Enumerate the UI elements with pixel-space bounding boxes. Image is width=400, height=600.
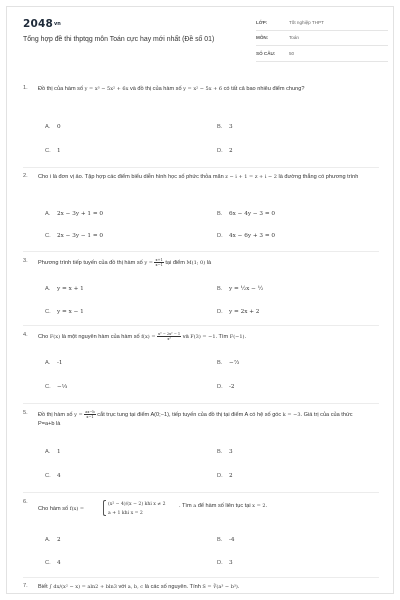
option-c[interactable]	[45, 384, 67, 390]
meta-key: SỐ CÂU:	[256, 51, 276, 56]
option-letter: D.	[217, 148, 223, 154]
question-number: 4.	[23, 332, 28, 338]
option-value: 3	[229, 124, 233, 130]
math-expression: y = x³ − 5x² + 6x	[84, 86, 129, 92]
question-text-part: và đồ thị của hàm số	[128, 86, 184, 92]
math-expression: z − i + 1 = z + i − 2	[225, 174, 277, 180]
math-expression: M(1; 0)	[186, 259, 206, 266]
question-number: 7.	[23, 583, 28, 589]
option-letter: C.	[45, 233, 51, 239]
option-d[interactable]	[217, 560, 233, 566]
question-text-part: và	[181, 333, 191, 340]
option-d[interactable]	[217, 473, 233, 479]
option-letter: D.	[217, 233, 223, 239]
math-expression: F(x)	[49, 333, 61, 340]
option-value: y = ½x − ½	[229, 286, 264, 292]
math-expression: x = 2	[252, 503, 266, 509]
option-letter: A.	[45, 537, 51, 543]
option-c[interactable]	[45, 309, 84, 315]
divider	[23, 167, 379, 168]
math-expression: f(x) =	[69, 506, 85, 512]
math-expression: a, b, c	[127, 584, 144, 590]
divider	[23, 403, 379, 404]
option-c[interactable]	[45, 560, 61, 566]
question-number: 2.	[23, 173, 28, 179]
option-value: 4	[57, 560, 61, 566]
divider	[23, 251, 379, 252]
meta-value: Toán	[289, 35, 299, 40]
option-b[interactable]	[217, 211, 275, 217]
math-expression: F(3) = −1	[190, 333, 216, 340]
option-c[interactable]	[45, 473, 61, 479]
question-text-part: để hàm số liên tục tại	[196, 503, 253, 509]
option-value: 1	[57, 148, 61, 154]
option-value: 2	[57, 537, 61, 543]
option-letter: A.	[45, 449, 51, 455]
option-letter: B.	[217, 211, 223, 217]
option-value: 4x − 6y + 3 = 0	[229, 233, 276, 239]
question-text-part: Phương trình tiếp tuyến của đồ thị hàm số	[38, 259, 145, 266]
question-text-part: tại điểm	[163, 259, 187, 266]
question-text-part: .	[244, 333, 247, 340]
option-d[interactable]	[217, 148, 233, 154]
option-letter: B.	[217, 449, 223, 455]
option-letter: C.	[45, 560, 51, 566]
option-value: y = x − 1	[57, 309, 84, 315]
question-text-part: với	[116, 584, 128, 590]
option-letter: B.	[217, 360, 223, 366]
option-value: 2x − 3y + 1 = 0	[57, 211, 104, 217]
question-text	[38, 332, 366, 342]
question-number: 3.	[23, 258, 28, 264]
fraction-numerator: x³ − 2x² − 1	[158, 332, 181, 336]
question-text	[38, 583, 366, 593]
option-value: 3	[229, 449, 233, 455]
question-text-part: . Tìm	[179, 503, 194, 509]
piecewise-function	[108, 500, 166, 518]
divider	[23, 492, 379, 493]
math-expression: y = x² − 5x + 6	[183, 86, 223, 92]
divider	[23, 577, 379, 578]
option-value: 0	[57, 124, 61, 130]
question-text-continued	[179, 503, 267, 509]
option-letter: D.	[217, 560, 223, 566]
meta-value: 50	[289, 51, 295, 56]
math-expression: F(−1)	[229, 333, 245, 340]
option-letter: D.	[217, 309, 223, 315]
option-value: 4	[57, 473, 61, 479]
fraction-denominator: x²	[167, 337, 171, 341]
option-value: −⁷⁄₃	[229, 360, 240, 366]
exam-title: Tổng hợp đề thi thptqg môn Toán cực hay mới nhất (Đề số 01)	[23, 36, 215, 43]
option-letter: B.	[217, 537, 223, 543]
option-c[interactable]	[45, 233, 103, 239]
option-a[interactable]	[45, 360, 63, 366]
option-value: y = 2x + 2	[229, 309, 260, 315]
meta-class-row	[256, 17, 388, 31]
meta-subject-row	[256, 32, 388, 46]
question-text-part: Cho i là đơn vị ảo. Tập hợp các điểm biểu diễn hình học số phức thỏa mãn	[38, 174, 226, 180]
option-d[interactable]	[217, 233, 275, 239]
question-text-part: Đồ thị hàm số	[38, 411, 75, 418]
question-text	[38, 85, 366, 95]
option-value: -2	[229, 384, 235, 390]
option-letter: B.	[217, 124, 223, 130]
option-b[interactable]	[217, 124, 233, 130]
math-expression: y =	[74, 411, 83, 418]
question-text-part: là các số nguyên. Tính	[143, 584, 203, 590]
question-text	[38, 410, 366, 430]
piecewise-case: (x² − 4)/(x − 2) khi x ≠ 2	[108, 502, 166, 507]
option-letter: C.	[45, 148, 51, 154]
meta-count-row	[256, 48, 388, 62]
question-text-part: . Tìm	[215, 333, 230, 340]
fraction	[84, 410, 95, 419]
option-a[interactable]	[45, 124, 61, 130]
math-expression: y =	[144, 259, 153, 266]
site-logo[interactable]	[23, 18, 61, 30]
option-letter: C.	[45, 473, 51, 479]
question-text-part: là đường thẳng có phương trình	[276, 174, 359, 180]
option-a[interactable]	[45, 449, 61, 455]
math-expression: f(x) =	[141, 333, 156, 340]
question-text-part: .	[265, 503, 268, 509]
logo-suffix: vn	[54, 21, 61, 27]
option-a[interactable]	[45, 211, 103, 217]
option-b[interactable]	[217, 360, 239, 366]
question-number: 5.	[23, 410, 28, 416]
fraction-denominator: x−1	[86, 415, 94, 419]
exam-page	[6, 6, 394, 594]
option-letter: A.	[45, 286, 51, 292]
question-text	[38, 173, 366, 183]
option-letter: C.	[45, 309, 51, 315]
meta-key: MÔN:	[256, 35, 269, 40]
option-b[interactable]	[217, 537, 235, 543]
option-value: 2	[229, 473, 233, 479]
question-text-part: có tất cả bao nhiêu điểm chung?	[222, 86, 305, 92]
question-text-part: Đồ thị của hàm số	[38, 86, 85, 92]
option-value: y = x + 1	[57, 286, 84, 292]
question-text-part: . Giá trị của của thức P=a+b là	[38, 411, 353, 428]
option-value: 1	[57, 449, 61, 455]
option-letter: C.	[45, 384, 51, 390]
meta-value: Tốt nghiệp THPT	[289, 20, 324, 25]
fraction	[154, 258, 163, 267]
math-expression: ∫ dx/(x² − x) = aln2 + bln3	[49, 584, 117, 590]
divider	[23, 325, 379, 326]
piecewise-case: a + 1 khi x = 2	[108, 511, 143, 516]
question-number: 6.	[23, 499, 28, 505]
option-a[interactable]	[45, 537, 61, 543]
option-b[interactable]	[217, 449, 233, 455]
question-text-part: là	[205, 259, 212, 266]
option-value: -4	[229, 537, 235, 543]
option-d[interactable]	[217, 384, 235, 390]
option-value: 2	[229, 148, 233, 154]
question-text-part: .	[237, 584, 240, 590]
math-expression: k = −3	[282, 411, 301, 418]
question-text-part: là một nguyên hàm của hàm số	[60, 333, 142, 340]
question-text-part: Cho hàm số	[38, 506, 70, 512]
option-letter: A.	[45, 360, 51, 366]
option-value: 3	[229, 560, 233, 566]
option-value: 2x − 3y − 1 = 0	[57, 233, 104, 239]
option-b[interactable]	[217, 286, 263, 292]
question-text-part: Biết	[38, 584, 50, 590]
fraction-numerator: ax−b	[85, 410, 95, 414]
option-d[interactable]	[217, 309, 259, 315]
option-letter: D.	[217, 384, 223, 390]
math-expression: S = ∛(a³ − b³)	[202, 584, 238, 590]
option-value: 6x − 4y − 3 = 0	[229, 211, 276, 217]
piecewise-brace	[103, 500, 106, 516]
option-value: -1	[57, 360, 63, 366]
option-a[interactable]	[45, 286, 84, 292]
option-value: −⅓	[57, 384, 68, 390]
question-text	[38, 258, 366, 268]
fraction-denominator: x−1	[155, 263, 163, 267]
fraction-numerator: x+1	[155, 258, 163, 262]
logo-text: 2048	[23, 18, 54, 30]
math-expression: a	[193, 503, 197, 509]
option-letter: A.	[45, 211, 51, 217]
option-letter: A.	[45, 124, 51, 130]
meta-key: LỚP:	[256, 20, 268, 25]
question-text-part: cắt trục tung tại điểm A(0;−1), tiếp tuyến của đồ thị tại điểm A có hệ số góc	[95, 411, 283, 418]
option-c[interactable]	[45, 148, 61, 154]
option-letter: D.	[217, 473, 223, 479]
question-number: 1.	[23, 85, 28, 91]
question-text-part: Cho	[38, 333, 50, 340]
fraction	[157, 332, 181, 341]
option-letter: B.	[217, 286, 223, 292]
